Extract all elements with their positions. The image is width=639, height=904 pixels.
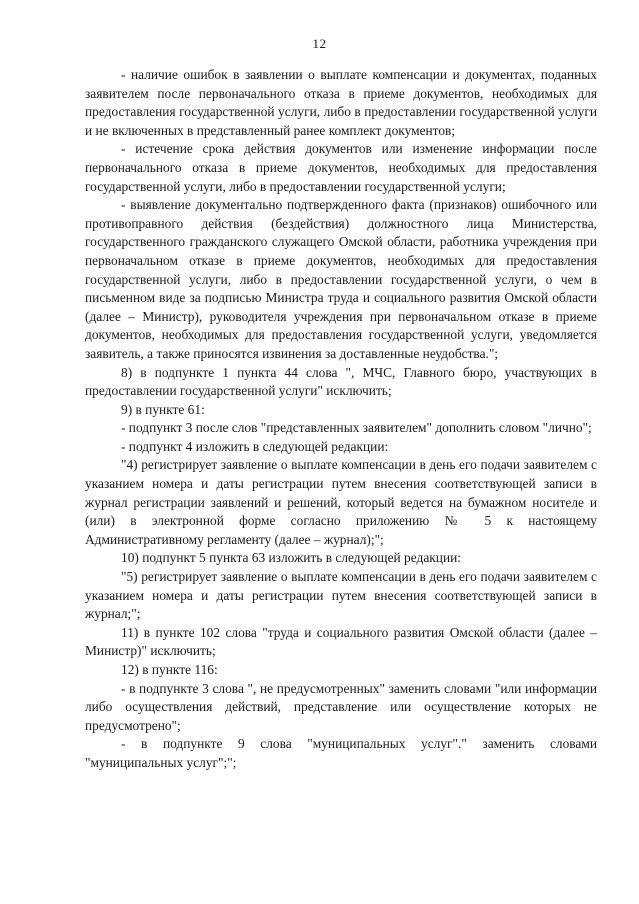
paragraph-3: - выявление документально подтвержденного факта (признаков) ошибочного или противоправного действия (бездействия) должностного лица Министерства, государственного гражданского служащего Омской области, работника учреждения при первоначальном отказе в приеме документов, необходимых для предоставления государственной услуги, либо в предоставлении государственной услуги, о чем в письменном виде за подписью Министра труда и социального развития Омской области (далее – Министр), руководителя учреждения при первоначальном отказе в приеме документов, необходимых для предоставления государственной услуги, уведомляется заявитель, а также приносятся извинения за доставленные неудобства."; [85, 197, 597, 361]
paragraph-6: - подпункт 3 после слов "представленных заявителем" дополнить словом "лично"; [121, 420, 592, 436]
paragraph-10: "5) регистрирует заявление о выплате компенсации в день его подачи заявителем с указанием номера и даты регистрации путем внесения соответствующей записи в журнал;"; [85, 569, 597, 622]
paragraph-14: - в подпункте 9 слова "муниципальных услуг"." заменить словами "муниципальных услуг";"; [85, 736, 597, 770]
paragraph-13: - в подпункте 3 слова ", не предусмотренных" заменить словами "или информации либо осуществления действий, представление или осуществление которых не предусмотрено"; [85, 680, 597, 733]
paragraph-4: 8) в подпункте 1 пункта 44 слова ", МЧС, Главного бюро, участвующих в предоставлении государственной услуги" исключить; [85, 364, 597, 399]
paragraph-8: "4) регистрирует заявление о выплате компенсации в день его подачи заявителем с указанием номера и даты регистрации путем внесения соответствующей записи в журнал регистрации заявлений и решений, который ведется на бумажном носителе и (или) в электронной форме согласно приложению № 5 к настоящему Административному регламенту (далее – журнал);"; [85, 457, 597, 547]
paragraph-2: - истечение срока действия документов или изменение информации после первоначального отказа в приеме документов, необходимых для предоставления государственной услуги, либо в предоставлении государственной услуги; [85, 141, 597, 194]
paragraph-1: - наличие ошибок в заявлении о выплате компенсации и документах, поданных заявителем после первоначального отказа в приеме документов, необходимых для предоставления государственной услуги, либо в предоставлении государственной услуги и не включенных в представленный ранее комплект документов; [85, 67, 597, 138]
paragraph-5: 9) в пункте 61: [121, 401, 205, 417]
paragraph-9: 10) подпункт 5 пункта 63 изложить в следующей редакции: [121, 550, 461, 566]
paragraph-12: 12) в пункте 116: [121, 662, 218, 677]
paragraph-7: - подпункт 4 изложить в следующей редакции: [121, 438, 389, 454]
document-body [85, 66, 597, 773]
page-number: 12 [312, 36, 327, 51]
paragraph-11: 11) в пункте 102 слова "труда и социального развития Омской области (далее – Министр)" исключить; [85, 624, 597, 659]
